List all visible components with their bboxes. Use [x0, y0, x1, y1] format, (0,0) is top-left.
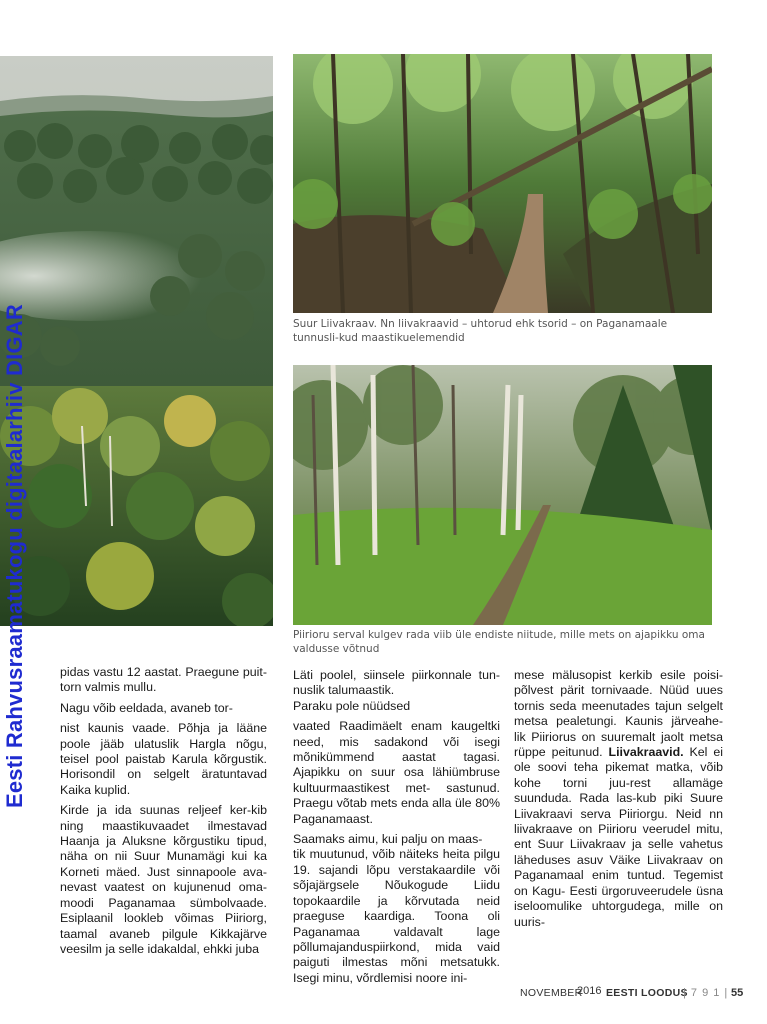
meadow-path-birches-photo [293, 365, 712, 625]
footer-month: NOVEMBER [520, 987, 583, 999]
footer-year: 2016 [577, 985, 602, 997]
paragraph [514, 668, 723, 930]
text-column-3 [514, 668, 723, 930]
footer-issue-number: | 7 9 1 | [683, 987, 729, 999]
photo-caption-top: Suur Liivakraav. Nn liivakraavid – uhtorud ehk tsorid – on Paganamaale tunnusli-kud maastikuelemendid [293, 318, 668, 344]
paragraph: pidas vastu 12 aastat. Praegune puit-torn valmis mullu. [60, 665, 267, 695]
paragraph: Kirde ja ida suunas reljeef ker-kib ning maastikuvaadet ilmestavad Haanja ja Aluksne kõrgustiku tipud, näha on nii Suur Munamägi kui ka Korneti mäed. Just sinnapoole ava- nevast vaatest on kujunenud oma- moodi Paganamaa sümbolvaade. Esiplaanil lookleb võimas Piiriorg, taamal avaneb pilgule Kikkajärve veesilm ja selle idakaldal, ehkki juba [60, 803, 267, 956]
paragraph: vaated Raadimäelt enam kaugeltki need, mis sadakond või isegi mõnikümmend aastat tagasi. Ajapikku on suur osa lähiümbruse kultuurmaastikest met- sastunud. Praegu võtab mets enda alla üle 80% Paganamaast. [293, 719, 500, 826]
photo-caption-bottom: Piirioru serval kulgev rada viib üle endiste niitude, mille mets on ajapikku oma valdusse võtnud [293, 629, 705, 655]
page-footer [520, 985, 745, 1003]
text-column-2 [293, 668, 500, 986]
paragraph: Saamaks aimu, kui palju on maas- [293, 832, 483, 847]
section-heading-liivakraavid: Liivakraavid. [608, 745, 690, 760]
forest-landscape-photo [0, 56, 273, 626]
forest-trail-ravine-photo [293, 54, 712, 313]
forest-trail-ravine-photo-image [293, 54, 712, 313]
text-column-1 [60, 665, 267, 957]
archive-watermark: Eesti Rahvusraamatukogu digitaalarhiiv DIGAR [2, 304, 27, 808]
meadow-path-birches-photo-image [293, 365, 712, 625]
paragraph: Läti poolel, siinsele piirkonnale tun-nuslik talumaastik. [293, 668, 500, 698]
paragraph: nist kaunis vaade. Põhja ja lääne poole jääb ulatuslik Hargla nõgu, teisel pool paistab Karula kõrgustik. Horisondil on selgelt äratuntavad Kaika kuplid. [60, 721, 267, 797]
paragraph-text: mese mälusopist kerkib esile poisi-põlvest pärit tornivaade. Nüüd uues tornis seda meenutades tajun selgelt metsa pealetungi. Kaunis järveahe- lik Piiriorus on suuremalt jaolt metsa rüppe peitunud. [514, 668, 723, 760]
forest-landscape-photo-image [0, 56, 273, 626]
paragraph: tik muutunud, võib näiteks heita pilgu 19. sajandi lõpu verstakaardile või sõjajärgsele Nõukogude Liidu topokaardile ja kõrvutada neid praeguse kaardiga. Toona oli Paganamaa valdavalt lage põllumajanduspiirkond, mida vaid paiguti ilmestas mõni metsatukk. Isegi minu, võrdlemisi noore ini- [293, 847, 500, 985]
paragraph-text: Kel ei ole soovi teha pikemat matka, võib kohe torni juu-rest allamäge suunduda. Rada las-kub piki Suure Liivakraavi serva Piiriorgu. Neid nn liivakraave on Piirioru veerudel mitu, ent Suur Liivakraav ja selle vahetus läheduses asuv Väike Liivakraav on Paganamaal enim tuntud. Tegemist on Kagu- Eesti ürgoruveerudele üsna iseloomulike uhtorgudega, mille on uuris- [514, 745, 723, 929]
paragraph: Nagu võib eeldada, avaneb tor- [60, 700, 233, 715]
paragraph: Paraku pole nüüdsed [293, 698, 411, 713]
footer-magazine-title: EESTI LOODUS [606, 987, 688, 999]
page-number: 55 [731, 987, 744, 999]
